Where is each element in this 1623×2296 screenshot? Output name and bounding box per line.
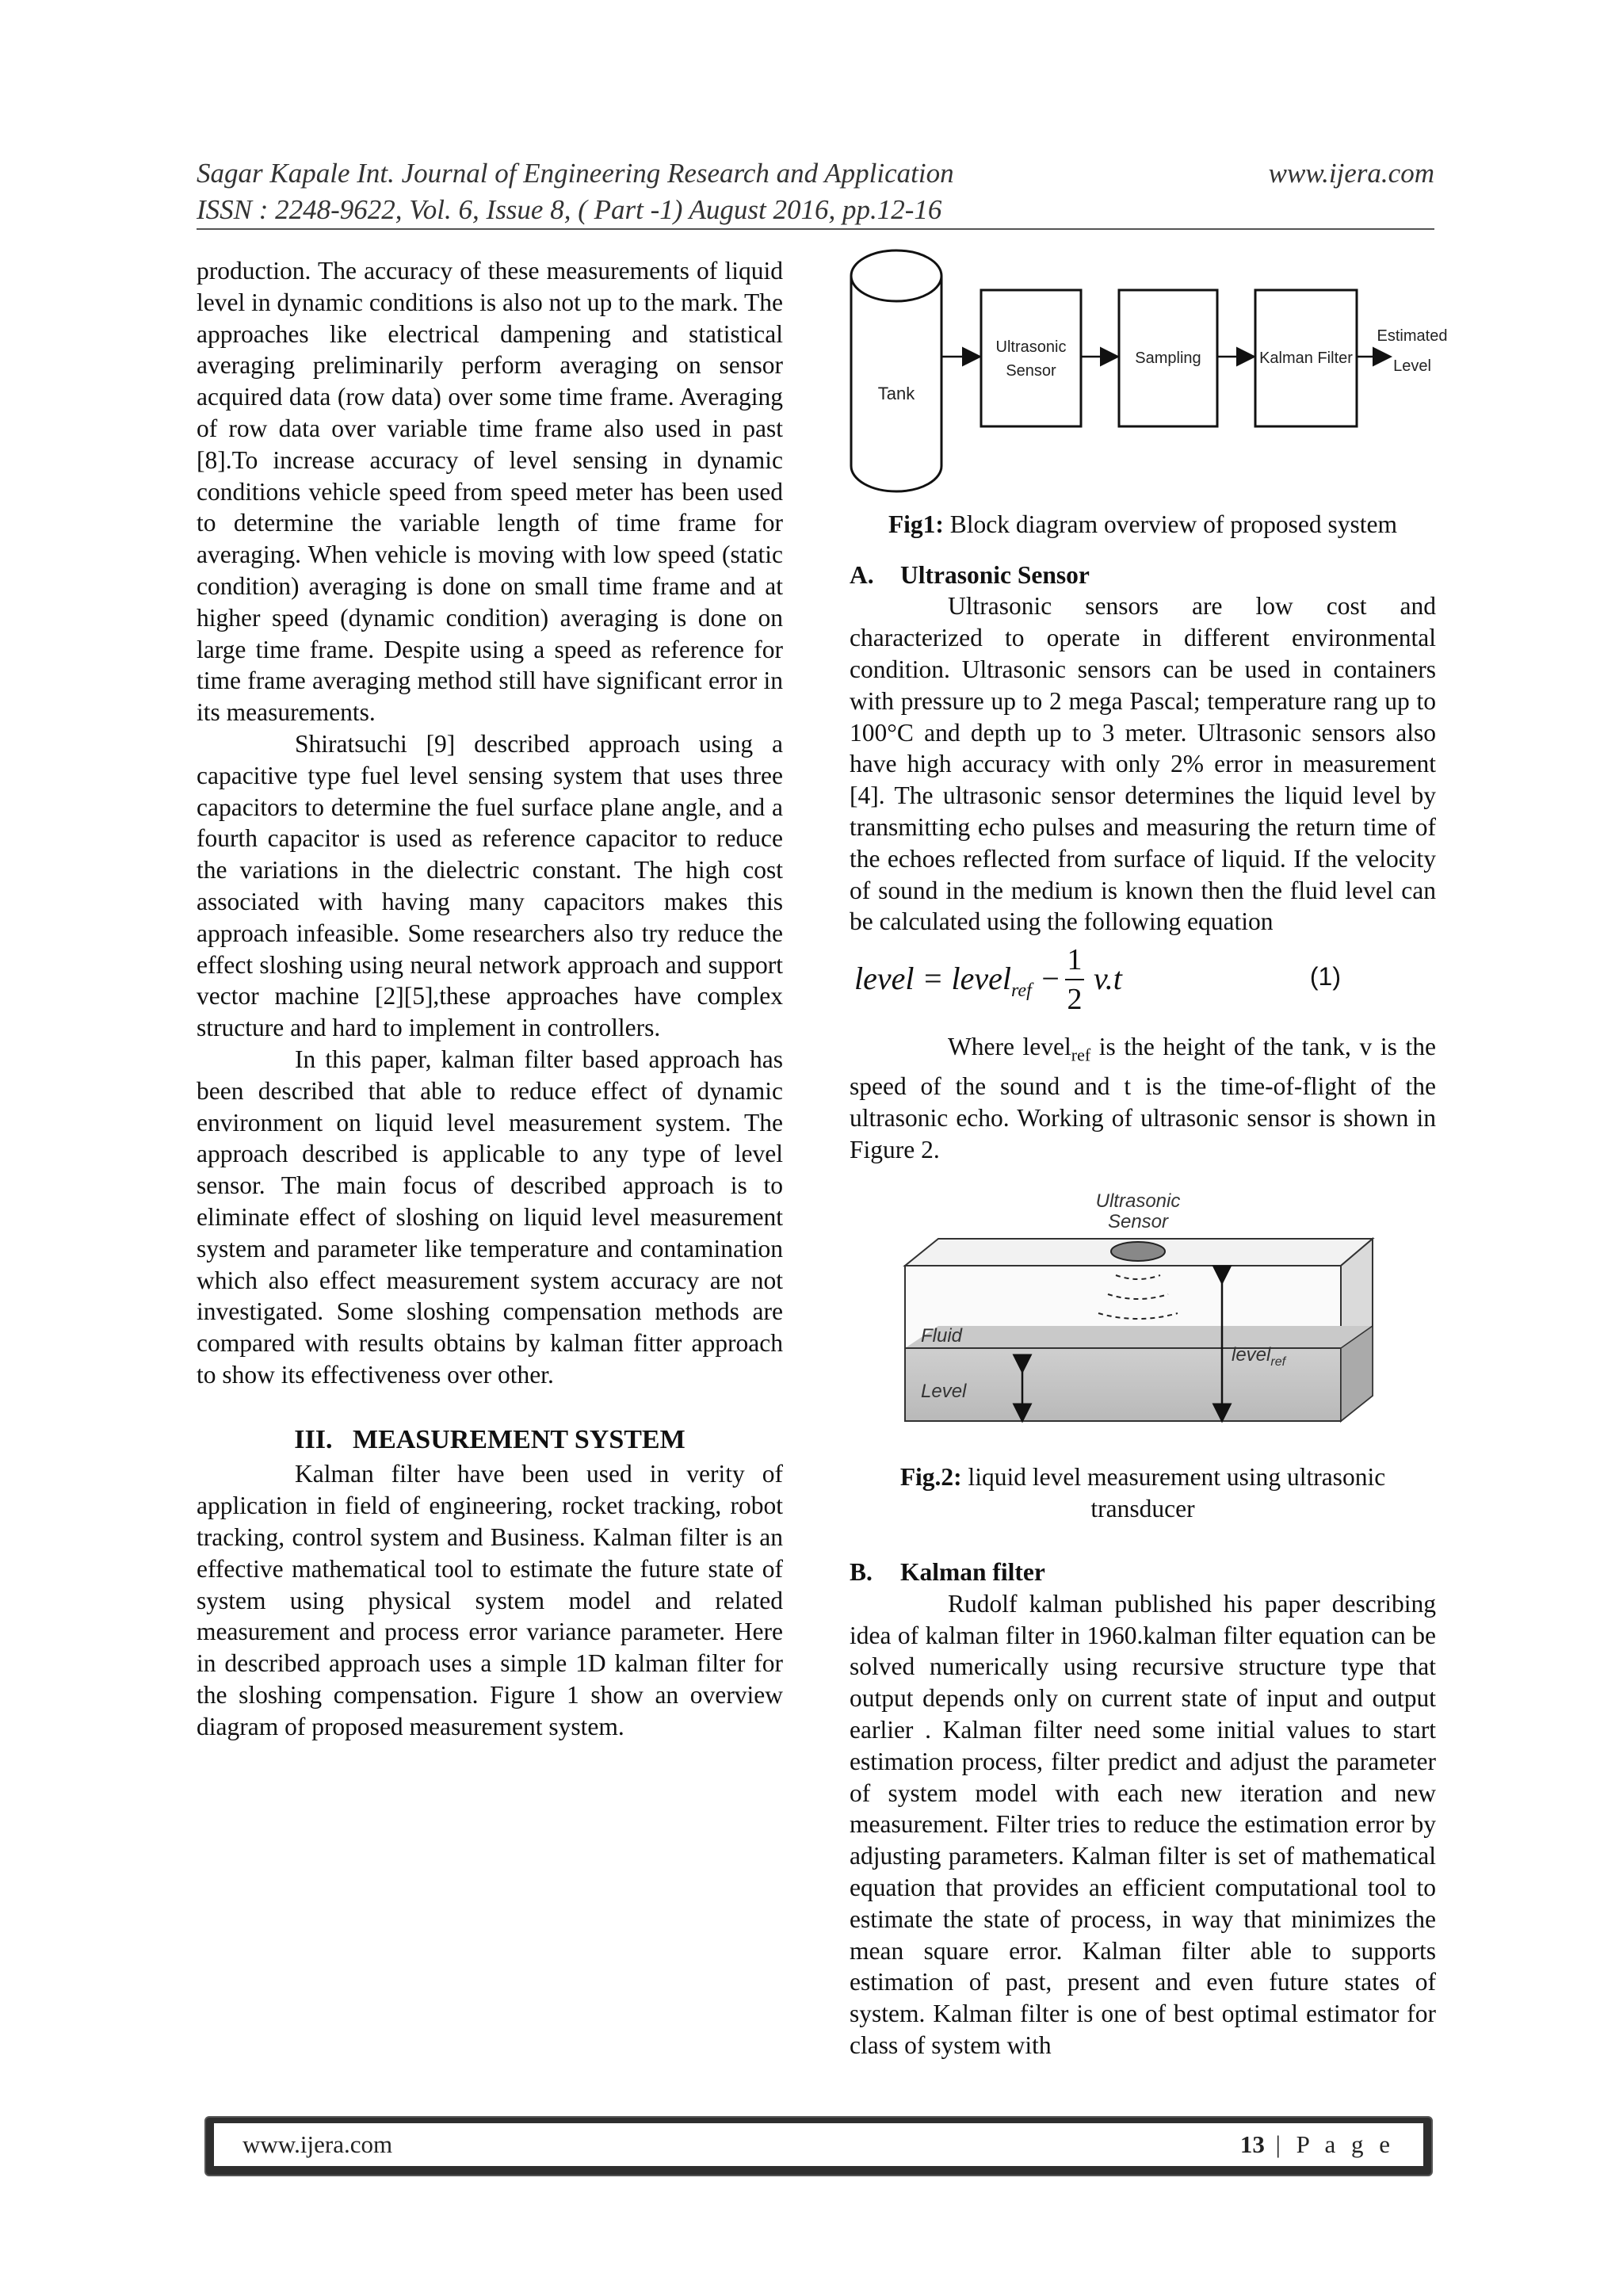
left-column [197,255,783,1743]
paragraph: Where level$_{ref}$ is the height of the tank, v is the speed of the sound and t is the time-of-flight of the ultrasonic echo. Working of ultrasonic sensor is shown in Figure 2. [850,1033,1436,1163]
figure-2 [850,1190,1436,1525]
subsection-heading-b: B. Kalman filter [850,1558,1045,1587]
tank-cylinder [851,250,941,491]
journal-title: Sagar Kapale Int. Journal of Engineering Research and Application [197,158,954,189]
sensor-label: Sensor [1107,1210,1169,1232]
running-header [197,155,1434,228]
paragraph: Kalman filter have been used in verity of application in field of engineering, rocket tracking, robot tracking, control system and Business. Kalman filter is an effective mathematical tool to estimate the future state of system using physical system model and related measurement and process error variance parameter. Here in described approach uses a simple 1D kalman filter for the sloshing compensation. Figure 1 show an overview diagram of proposed measurement system. [197,1460,783,1740]
equation-1: level = level$_{ref}$ − $\frac{1}{2}$ v.t (1) [850,942,1436,1028]
page-number: 13 | P a g e [1239,2130,1395,2158]
equation-number: (1) [1309,962,1341,991]
paragraph: Rudolf kalman published his paper describing idea of kalman filter in 1960.kalman filter equation can be solved numerically using recursive structure type that output depends only on current state of input and output earlier . Kalman filter need some initial values to start estimation process, filter predict and adjust the parameter of system model with each new iteration and new measurement. Filter tries to reduce the estimation error by adjusting parameters. Kalman filter is set of mathematical equation that provides an efficient computational tool to estimate the state of process, in way that minimizes the mean square error. Kalman filter able to supports estimation of past, present and even future states of system. Kalman filter is one of best optimal estimator for class of system with [850,1589,1436,2059]
figure-2-caption: Fig.2: liquid level measurement using ultrasonic transducer [899,1463,1386,1523]
block-diagram [850,244,1448,498]
block-label: Sampling [1135,350,1201,367]
page-footer [204,2116,1433,2176]
ultrasonic-tank-illustration [850,1190,1436,1451]
sensor-disc [1111,1242,1165,1261]
sensor-label: Ultrasonic [1095,1190,1181,1212]
output-label: Estimated [1377,327,1448,345]
ultrasonic-sensor-block [981,290,1081,426]
footer-website[interactable]: www.ijera.com [242,2130,393,2158]
paragraph: Shiratsuchi [9] described approach using a capacitive type fuel level sensing system that uses three capacitors to determine the fuel surface plane angle, and a fourth capacitor is used as reference capacitor to reduce the variations in the dielectric constant. The high cost associated with having many capacitors makes this approach infeasible. Some researchers also try reduce the effect sloshing using neural network approach and support vector machine [2][5],these approaches have complex structure and hard to implement in controllers. [197,729,783,1042]
issue-info: ISSN : 2248-9622, Vol. 6, Issue 8, ( Part -1) August 2016, pp.12-16 [197,194,942,225]
level-label: Level [921,1380,967,1402]
section-heading: III. MEASUREMENT SYSTEM [294,1424,685,1454]
header-divider [197,228,1434,230]
subsection-heading-a: A. Ultrasonic Sensor [850,560,1090,589]
figure-1 [850,244,1448,541]
levelref-label: level$_{ref}$ [1232,1343,1286,1369]
block-label: Kalman Filter [1259,350,1353,367]
journal-website[interactable]: www.ijera.com [1268,158,1434,189]
paragraph: Ultrasonic sensors are low cost and characterized to operate in different environmental condition. Ultrasonic sensors can be used in containers with pressure up to 2 mega Pascal; temperature rang up to 100°C and depth up to 3 meter. Ultrasonic sensors also have high accuracy with only 2% error in measurement [4]. The ultrasonic sensor determines the liquid level by transmitting echo pulses and measuring the return time of the echoes reflected from surface of liquid. If the velocity of sound in the medium is known then the fluid level can be calculated using the following equation [850,592,1436,936]
fluid-label: Fluid [921,1324,963,1347]
block-label: Sensor [1006,362,1056,380]
figure-1-caption: Fig1: Block diagram overview of proposed system [888,510,1398,538]
tank-label: Tank [877,384,915,403]
right-column [850,244,1448,2061]
block-label: Ultrasonic [995,338,1067,356]
output-label: Level [1393,357,1431,375]
paragraph: production. The accuracy of these measurements of liquid level in dynamic conditions is also not up to the mark. The approaches like electrical dampening and statistical averaging preliminarily perform averaging on sensor acquired data (row data) over some time frame. Averaging of row data over variable time frame also used in past [8].To increase accuracy of level sensing in dynamic conditions vehicle speed from speed meter has been used to determine the variable length of time frame for averaging. When vehicle is moving with low speed (static condition) averaging is done on small time frame and at higher speed (dynamic condition) averaging is done on large time frame. Despite using a speed as reference for time frame averaging method still have significant error in its measurements. [197,257,783,727]
paragraph: In this paper, kalman filter based approach has been described that able to reduce effect of dynamic environment on liquid level measurement system. The approach described is applicable to any type of level sensor. The main focus of described approach is to eliminate effect of sloshing on liquid level measurement system and parameter like temperature and contamination which also effect measurement system accuracy are not investigated. Some sloshing compensation methods are compared with results obtains by kalman fitter approach to show its effectiveness over other. [197,1045,783,1389]
